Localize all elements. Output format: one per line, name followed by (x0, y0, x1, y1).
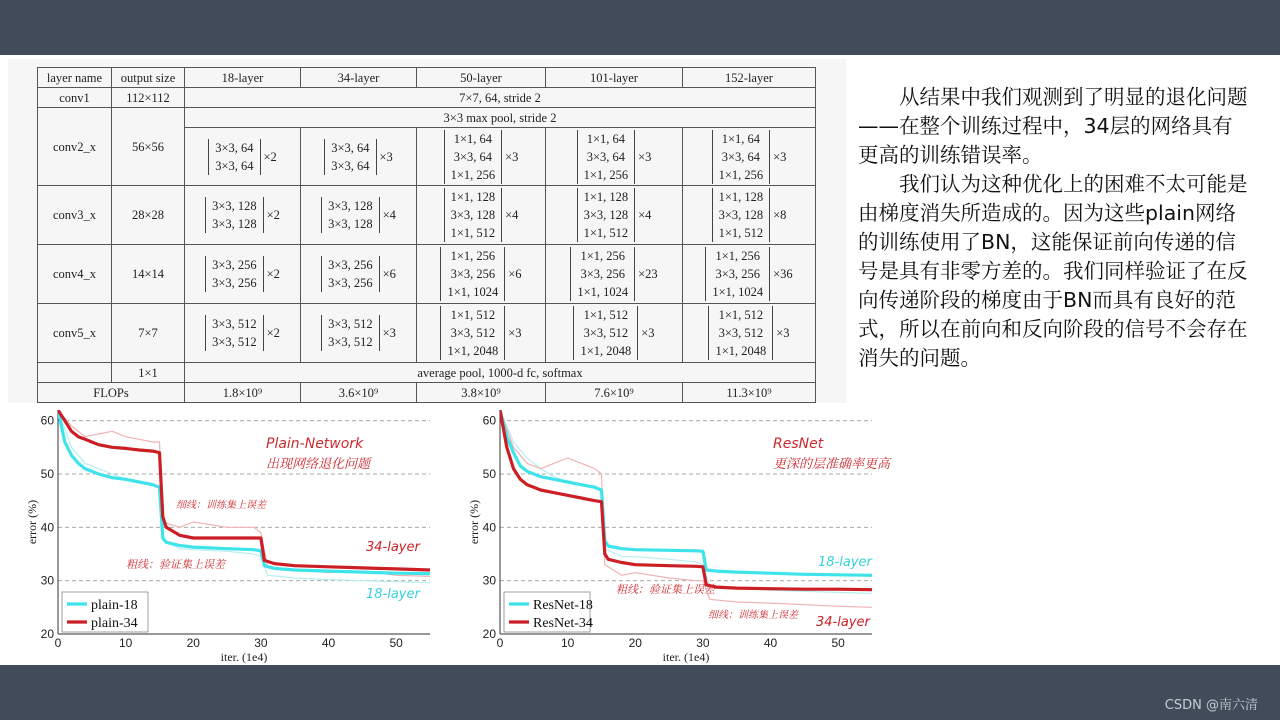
flops-cell: 3.6×10⁹ (301, 383, 417, 403)
layer-name-cell: conv4_x (38, 245, 112, 304)
header-cell: 18-layer (185, 68, 301, 88)
block-multiplier: ×23 (638, 267, 658, 281)
y-tick-label: 30 (40, 573, 54, 588)
block-layer-line: 1×1, 2048 (715, 344, 767, 358)
block-layer-line: 1×1, 256 (580, 249, 625, 263)
block-cell (417, 186, 546, 245)
table-row-conv4 (38, 245, 816, 304)
block-cell (417, 304, 546, 363)
y-tick-label: 40 (482, 520, 496, 535)
block-layer-line: 1×1, 64 (586, 131, 625, 146)
block-layer-line: 3×3, 256 (715, 267, 760, 281)
block-layer-line: 3×3, 512 (450, 326, 496, 340)
flops-cell: 3.8×10⁹ (417, 383, 546, 403)
block-cell (546, 186, 683, 245)
block-layer-line: 1×1, 1024 (447, 285, 499, 299)
block-cell (683, 304, 816, 363)
block-layer-line: 1×1, 2048 (447, 344, 499, 358)
block-layers (444, 188, 503, 242)
block-layers (712, 130, 771, 184)
architecture-table (37, 67, 816, 403)
y-tick-label: 50 (482, 467, 496, 481)
plain-network-chart-svg (25, 408, 436, 665)
x-tick-label: 0 (496, 636, 504, 650)
block-layer-line: 1×1, 128 (450, 190, 496, 204)
block-layers (205, 256, 264, 292)
table-row-conv3 (38, 186, 816, 245)
block-cell (185, 186, 301, 245)
building-block (444, 187, 519, 243)
explanation-paragraph-1: 从结果中我们观测到了明显的退化问题——在整个训练过程中，34层的网络具有更高的训练错误率。 (858, 85, 1248, 167)
block-layer-line: 1×1, 2048 (580, 344, 632, 358)
output-size-cell: 1×1 (112, 363, 185, 383)
y-tick-label: 60 (40, 413, 54, 428)
block-cell (546, 128, 683, 186)
x-tick-label: 30 (696, 636, 710, 650)
block-multiplier: ×3 (505, 149, 519, 164)
block-multiplier: ×2 (266, 267, 280, 281)
block-layer-line: 1×1, 256 (583, 167, 629, 182)
table-header-row (38, 68, 816, 88)
building-block (440, 246, 521, 302)
block-multiplier: ×2 (263, 149, 277, 164)
table-row-flops (38, 383, 816, 403)
block-cell (185, 304, 301, 363)
block-cell (546, 304, 683, 363)
x-axis-label: iter. (1e4) (220, 650, 268, 664)
block-layers (712, 188, 771, 242)
building-block (321, 314, 396, 352)
chart-annotation: ResNet (773, 436, 824, 452)
block-layer-line: 3×3, 128 (450, 208, 496, 222)
block-layer-line: 3×3, 256 (328, 258, 373, 272)
block-multiplier: ×3 (379, 149, 393, 164)
csdn-watermark: CSDN @南六清 (1164, 698, 1258, 713)
resnet-chart-svg (467, 408, 898, 665)
block-cell (546, 245, 683, 304)
building-block (324, 138, 393, 176)
block-layers (705, 247, 770, 301)
block-layers (577, 188, 636, 242)
x-tick-label: 40 (321, 636, 336, 650)
block-layers (324, 139, 376, 175)
block-layer-line: 3×3, 64 (331, 140, 370, 155)
bottom-bar (0, 665, 1280, 720)
top-bar (0, 0, 1280, 55)
block-layer-line: 3×3, 64 (453, 149, 492, 164)
block-layers (440, 247, 505, 301)
legend-label: ResNet-18 (533, 598, 593, 613)
table-row-conv1 (38, 88, 816, 108)
x-tick-label: 40 (763, 636, 778, 650)
x-tick-label: 50 (389, 636, 403, 650)
output-size-cell: 14×14 (112, 245, 185, 304)
block-layer-line: 1×1, 512 (450, 226, 496, 240)
block-cell (301, 186, 417, 245)
block-layer-line: 1×1, 1024 (577, 285, 629, 299)
block-layers (440, 306, 505, 360)
block-layer-line: 3×3, 256 (450, 267, 496, 281)
block-layer-line: 1×1, 128 (718, 190, 764, 204)
block-layer-line: 3×3, 128 (212, 217, 257, 231)
block-layer-line: 3×3, 512 (583, 326, 629, 340)
block-cell (185, 128, 301, 186)
block-multiplier: ×3 (382, 326, 396, 340)
block-layer-line: 3×3, 128 (718, 208, 764, 222)
block-layer-line: 1×1, 1024 (712, 285, 764, 299)
x-axis-label: iter. (1e4) (662, 650, 710, 664)
layer-name-cell (38, 363, 112, 383)
table-row-final (38, 363, 816, 383)
x-tick-label: 50 (831, 636, 845, 650)
block-multiplier: ×4 (505, 208, 519, 222)
header-cell: 152-layer (683, 68, 816, 88)
block-layers (205, 315, 264, 351)
building-block (321, 255, 396, 293)
x-tick-label: 0 (54, 636, 62, 650)
block-multiplier: ×2 (266, 208, 280, 222)
block-layers (321, 256, 380, 292)
block-layers (205, 197, 264, 233)
block-layers (321, 197, 380, 233)
block-layer-line: 1×1, 512 (450, 308, 496, 322)
block-layer-line: 3×3, 512 (328, 335, 373, 349)
block-layer-line: 3×3, 512 (212, 317, 257, 331)
block-multiplier: ×8 (773, 208, 787, 222)
block-multiplier: ×36 (773, 267, 793, 281)
table-row-conv5 (38, 304, 816, 363)
building-block (205, 255, 280, 293)
y-tick-label: 50 (40, 467, 54, 481)
y-tick-label: 20 (40, 627, 54, 641)
architecture-table-panel (8, 59, 846, 403)
y-tick-label: 60 (482, 413, 496, 428)
output-size-cell: 56×56 (112, 108, 185, 186)
block-layer-line: 1×1, 256 (450, 249, 496, 263)
x-tick-label: 10 (560, 636, 575, 650)
building-block (205, 196, 280, 234)
block-cell (185, 245, 301, 304)
block-multiplier: ×4 (382, 208, 396, 222)
flops-cell: 1.8×10⁹ (185, 383, 301, 403)
building-block (573, 305, 654, 361)
chart-annotation: 粗线：验证集上误差 (616, 583, 715, 596)
building-block (208, 138, 277, 176)
y-axis-label: error (%) (25, 499, 39, 545)
block-layer-line: 3×3, 128 (212, 199, 257, 213)
legend-label: plain-34 (91, 616, 138, 631)
block-multiplier: ×3 (638, 149, 652, 164)
building-block (577, 187, 652, 243)
building-block (440, 305, 521, 361)
block-layers (321, 315, 380, 351)
x-tick-label: 20 (186, 636, 200, 650)
building-block (712, 129, 787, 185)
layer-name-cell: conv2_x (38, 108, 112, 186)
legend-label: ResNet-34 (533, 616, 593, 631)
block-multiplier: ×3 (776, 326, 790, 340)
block-cell (301, 128, 417, 186)
block-cell (301, 304, 417, 363)
block-multiplier: ×3 (773, 149, 787, 164)
final-desc-cell: average pool, 1000-d fc, softmax (185, 363, 816, 383)
block-layer-line: 3×3, 64 (721, 149, 760, 164)
chart-annotation: Plain-Network (266, 436, 364, 452)
block-layer-line: 1×1, 256 (450, 167, 496, 182)
block-multiplier: ×6 (508, 267, 522, 281)
series-line-plain-18-train (58, 410, 430, 583)
flops-cell: 7.6×10⁹ (546, 383, 683, 403)
block-layer-line: 1×1, 256 (718, 167, 764, 182)
block-cell (417, 128, 546, 186)
layer-name-cell: conv5_x (38, 304, 112, 363)
x-tick-label: 30 (254, 636, 268, 650)
header-cell: output size (112, 68, 185, 88)
block-multiplier: ×4 (638, 208, 652, 222)
block-layer-line: 3×3, 64 (331, 158, 370, 173)
block-layer-line: 1×1, 64 (721, 131, 760, 146)
block-layers (208, 139, 260, 175)
flops-cell: 11.3×10⁹ (683, 383, 816, 403)
chart-annotation: 34-layer (366, 540, 420, 555)
chart-annotation: 出现网络退化问题 (266, 457, 371, 472)
header-cell: 50-layer (417, 68, 546, 88)
chart-annotation: 细线：训练集上误差 (176, 500, 266, 511)
building-block (712, 187, 787, 243)
chart-annotation: 18-layer (818, 555, 872, 570)
block-multiplier: ×3 (641, 326, 655, 340)
block-layer-line: 3×3, 64 (586, 149, 625, 164)
building-block (570, 246, 657, 302)
block-layer-line: 3×3, 64 (215, 158, 254, 173)
block-cell (683, 186, 816, 245)
pool-desc-cell: 3×3 max pool, stride 2 (185, 108, 816, 128)
block-layer-line: 1×1, 64 (453, 131, 492, 146)
output-size-cell: 112×112 (112, 88, 185, 108)
block-layer-line: 1×1, 512 (718, 226, 764, 240)
building-block (205, 314, 280, 352)
block-layer-line: 1×1, 512 (583, 308, 629, 322)
block-layer-line: 3×3, 64 (215, 140, 254, 155)
block-cell (417, 245, 546, 304)
header-cell: 101-layer (546, 68, 683, 88)
chart-annotation: 粗线：验证集上误差 (126, 558, 225, 571)
block-layer-line: 3×3, 128 (328, 199, 373, 213)
block-cell (683, 245, 816, 304)
chart-annotation: 18-layer (366, 587, 420, 602)
block-layers (573, 306, 638, 360)
y-tick-label: 30 (482, 573, 496, 588)
chart-annotation: 细线：训练集上误差 (708, 610, 798, 621)
block-multiplier: ×2 (266, 326, 280, 340)
conv1-desc-cell: 7×7, 64, stride 2 (185, 88, 816, 108)
block-layer-line: 1×1, 512 (718, 308, 764, 322)
block-layer-line: 3×3, 512 (718, 326, 764, 340)
layer-name-cell: conv3_x (38, 186, 112, 245)
block-layer-line: 3×3, 128 (583, 208, 629, 222)
header-cell: 34-layer (301, 68, 417, 88)
block-layer-line: 3×3, 512 (212, 335, 257, 349)
output-size-cell: 28×28 (112, 186, 185, 245)
flops-label-cell: FLOPs (38, 383, 185, 403)
chart-annotation: 更深的层准确率更高 (773, 457, 891, 472)
block-multiplier: ×6 (382, 267, 396, 281)
explanation-text (858, 83, 1250, 373)
block-layers (577, 130, 636, 184)
block-layer-line: 3×3, 512 (328, 317, 373, 331)
y-tick-label: 40 (40, 520, 54, 535)
building-block (321, 196, 396, 234)
output-size-cell: 7×7 (112, 304, 185, 363)
y-tick-label: 20 (482, 627, 496, 641)
block-layer-line: 1×1, 128 (583, 190, 629, 204)
block-multiplier: ×3 (508, 326, 522, 340)
block-layer-line: 1×1, 256 (715, 249, 760, 263)
block-layers (570, 247, 635, 301)
x-tick-label: 10 (118, 636, 133, 650)
block-layer-line: 1×1, 512 (583, 226, 629, 240)
explanation-paragraph-2: 我们认为这种优化上的困难不太可能是由梯度消失所造成的。因为这些plain网络的训练使用了BN，这能保证前向传递的信号是具有非零方差的。我们同样验证了在反向传递阶段的梯度由于BN而具有良好的范式，所以在前向和反向阶段的信号不会存在消失的问题。 (858, 172, 1248, 370)
block-layer-line: 3×3, 256 (212, 276, 257, 290)
block-layer-line: 3×3, 128 (328, 217, 373, 231)
block-layer-line: 3×3, 256 (580, 267, 625, 281)
plain-network-chart (25, 408, 436, 665)
chart-annotation: 34-layer (816, 615, 870, 630)
block-layers (444, 130, 503, 184)
slide (0, 55, 1280, 665)
table-row-pool (38, 108, 816, 128)
layer-name-cell: conv1 (38, 88, 112, 108)
building-block (705, 246, 792, 302)
header-cell: layer name (38, 68, 112, 88)
block-layer-line: 3×3, 256 (328, 276, 373, 290)
y-axis-label: error (%) (467, 499, 481, 545)
building-block (708, 305, 789, 361)
resnet-chart (467, 408, 891, 665)
x-tick-label: 20 (628, 636, 642, 650)
block-layers (708, 306, 773, 360)
building-block (577, 129, 652, 185)
block-layer-line: 3×3, 256 (212, 258, 257, 272)
block-cell (301, 245, 417, 304)
building-block (444, 129, 519, 185)
block-cell (683, 128, 816, 186)
legend-label: plain-18 (91, 598, 138, 613)
